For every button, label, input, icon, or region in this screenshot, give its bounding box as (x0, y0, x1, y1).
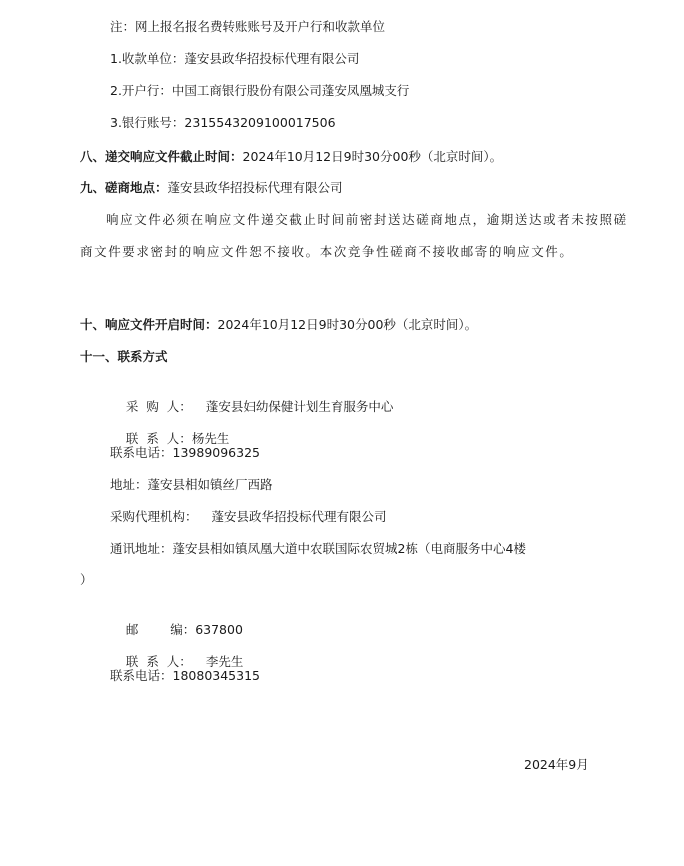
postcode-value: 637800 (195, 622, 243, 637)
phone2-label: 联系电话： (110, 668, 173, 683)
account-line: 3.银行账号：2315543209100017506 (110, 115, 336, 130)
phone1-label: 联系电话： (110, 445, 173, 460)
section-8-value: 2024年10月12日9时30分00秒（北京时间）。 (242, 149, 503, 164)
phone1-value: 13989096325 (172, 445, 260, 460)
section-10-value: 2024年10月12日9时30分00秒（北京时间）。 (217, 317, 478, 332)
contact1-value: 杨先生 (191, 431, 230, 446)
payee-line: 1.收款单位：蓬安县政华招投标代理有限公司 (110, 51, 360, 66)
section-11-heading: 十一、联系方式 (80, 349, 168, 364)
section-8-label: 八、递交响应文件截止时间： (80, 149, 243, 164)
contact1-label: 联 系 人： (125, 431, 192, 446)
agency-label: 采购代理机构： (110, 509, 198, 524)
phone2-line (110, 667, 260, 685)
section-9-paragraph (80, 204, 628, 268)
agency-line (110, 508, 387, 526)
contact2-value: 李先生 (205, 654, 244, 669)
address2-value: 蓬安县相如镇凤凰大道中农联国际农贸城2栋（电商服务中心4楼 (172, 541, 526, 556)
postcode-label: 邮 编： (125, 622, 196, 637)
bank-line: 2.开户行：中国工商银行股份有限公司蓬安凤凰城支行 (110, 83, 410, 98)
payment-note: 注：网上报名报名费转账账号及开户行和收款单位 (110, 19, 386, 34)
contact2-label: 联 系 人： (125, 654, 192, 669)
address1-label: 地址： (110, 477, 148, 492)
section-9 (80, 179, 343, 197)
section-9-label: 九、磋商地点： (80, 180, 168, 195)
phone2-value: 18080345315 (172, 668, 260, 683)
section-9-paragraph-text: 响应文件必须在响应文件递交截止时间前密封送达磋商地点，逾期送达或者未按照磋商文件要求密封的响应文件恕不接收。本次竞争性磋商不接收邮寄的响应文件。 (80, 212, 628, 259)
phone1-line (110, 444, 260, 462)
address2-tail: ） (80, 572, 93, 587)
address2-line (110, 540, 526, 558)
section-10 (80, 316, 477, 334)
section-10-label: 十、响应文件开启时间： (80, 317, 218, 332)
section-9-value: 蓬安县政华招投标代理有限公司 (167, 180, 343, 195)
purchaser-value: 蓬安县妇幼保健计划生育服务中心 (205, 399, 394, 414)
address1-line (110, 476, 273, 494)
purchaser-label: 采 购 人： (125, 399, 192, 414)
agency-value: 蓬安县政华招投标代理有限公司 (211, 509, 387, 524)
address1-value: 蓬安县相如镇丝厂西路 (147, 477, 273, 492)
section-8 (80, 148, 502, 166)
document-date: 2024年9月 (524, 757, 589, 772)
address2-label: 通讯地址： (110, 541, 173, 556)
